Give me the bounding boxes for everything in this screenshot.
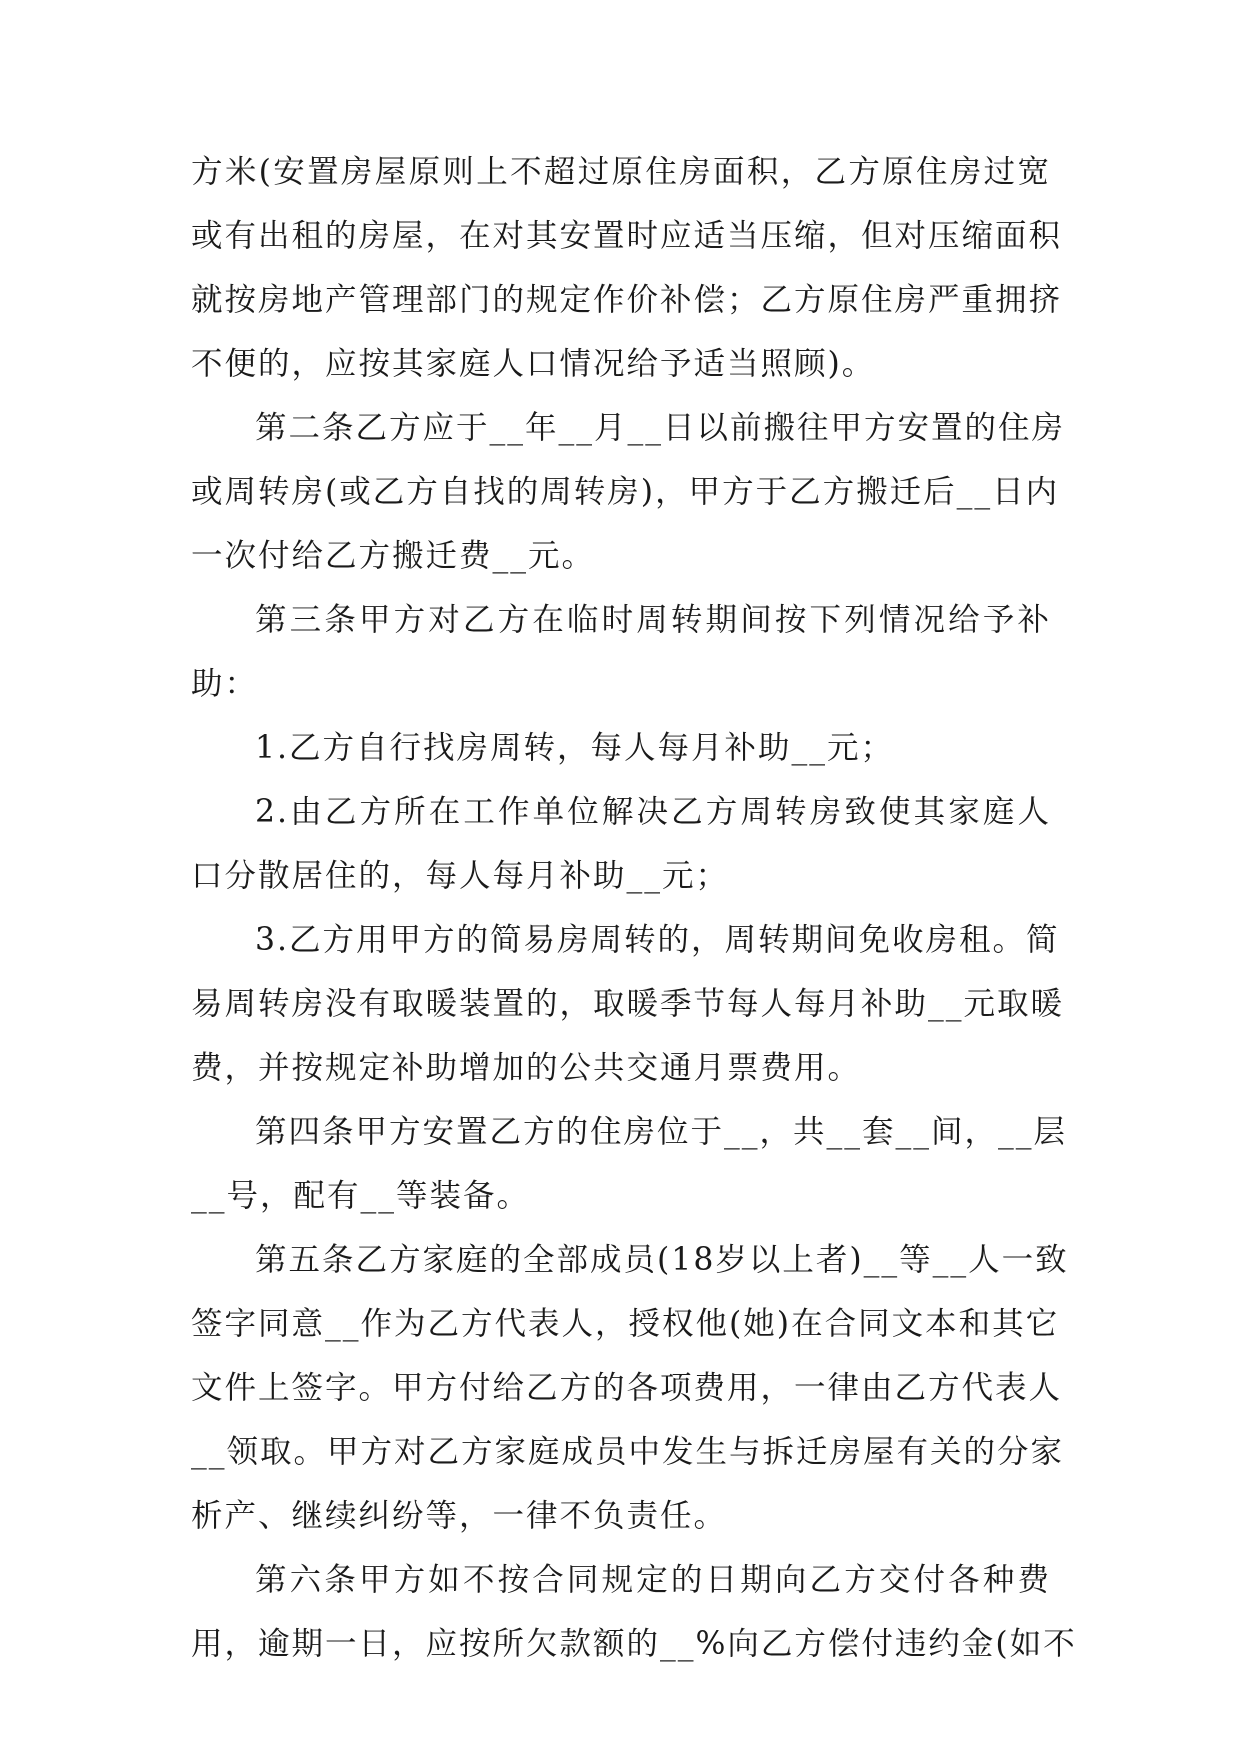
text-line: 第三条甲方对乙方在临时周转期间按下列情况给予补 bbox=[255, 602, 1051, 638]
text-line: __号，配有__等装备。 bbox=[191, 1178, 531, 1214]
text-line: 签字同意__作为乙方代表人，授权他(她)在合同文本和其它 bbox=[191, 1306, 1060, 1342]
text-line: 方米(安置房屋原则上不超过原住房面积，乙方原住房过宽 bbox=[191, 154, 1051, 190]
text-line: 或有出租的房屋，在对其安置时应适当压缩，但对压缩面积 bbox=[191, 218, 1063, 254]
text-line: 口分散居住的，每人每月补助__元； bbox=[191, 858, 730, 894]
text-line: 不便的，应按其家庭人口情况给予适当照顾)。 bbox=[191, 346, 876, 382]
text-line: 助： bbox=[191, 666, 259, 702]
text-line: 用，逾期一日，应按所欠款额的__%向乙方偿付违约金(如不 bbox=[191, 1626, 1077, 1662]
text-line: 3.乙方用甲方的简易房周转的，周转期间免收房租。简 bbox=[255, 922, 1060, 958]
text-line: 费，并按规定补助增加的公共交通月票费用。 bbox=[191, 1050, 862, 1086]
text-line: 1.乙方自行找房周转，每人每月补助__元； bbox=[255, 730, 895, 766]
text-line: __领取。甲方对乙方家庭成员中发生与拆迁房屋有关的分家 bbox=[191, 1434, 1065, 1470]
text-line: 就按房地产管理部门的规定作价补偿；乙方原住房严重拥挤 bbox=[191, 282, 1063, 318]
text-line: 易周转房没有取暖装置的，取暖季节每人每月补助__元取暖 bbox=[191, 986, 1065, 1022]
text-line: 文件上签字。甲方付给乙方的各项费用，一律由乙方代表人 bbox=[191, 1370, 1063, 1406]
text-line: 析产、继续纠纷等，一律不负责任。 bbox=[191, 1498, 728, 1534]
text-line: 一次付给乙方搬迁费__元。 bbox=[191, 538, 596, 574]
text-line: 第四条甲方安置乙方的住房位于__，共__套__间，__层 bbox=[255, 1114, 1068, 1150]
text-line: 第二条乙方应于__年__月__日以前搬往甲方安置的住房 bbox=[255, 410, 1066, 446]
text-line: 第六条甲方如不按合同规定的日期向乙方交付各种费 bbox=[255, 1562, 1051, 1598]
text-line: 2.由乙方所在工作单位解决乙方周转房致使其家庭人 bbox=[255, 794, 1051, 830]
text-line: 或周转房(或乙方自找的周转房)，甲方于乙方搬迁后__日内 bbox=[191, 474, 1060, 510]
text-line: 第五条乙方家庭的全部成员(18岁以上者)__等__人一致 bbox=[255, 1242, 1069, 1278]
document-body bbox=[191, 140, 1077, 1676]
